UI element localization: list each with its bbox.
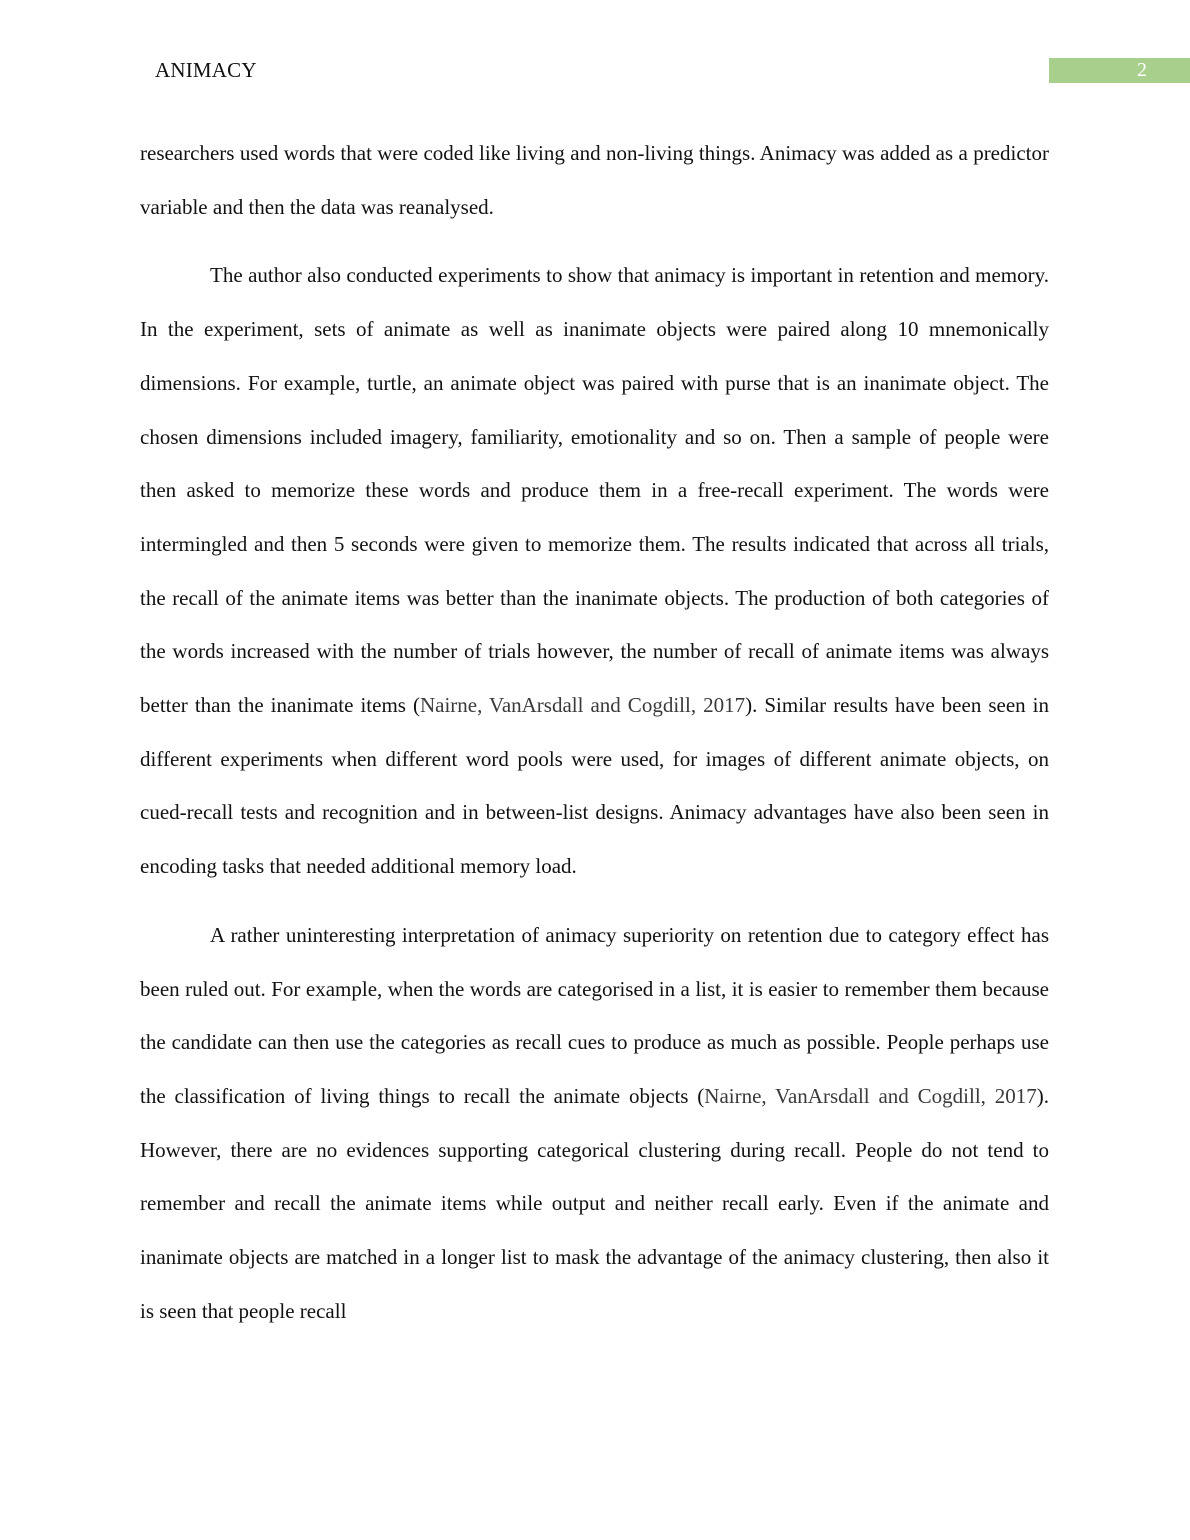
page-number: 2 [1137, 59, 1147, 81]
paragraph-text: The author also conducted experiments to show that animacy is important in retention and memory. In the experiment, sets of animate as well as inanimate objects were paired along 10 mnemonically dimensions. For example, turtle, an animate object was paired with purse that is an inanimate object. The chosen dimensions included imagery, familiarity, emotionality and so on. Then a sample of people were then asked to memorize these words and produce them in a free-recall experiment. The words were intermingled and then 5 seconds were given to memorize them. The results indicated that across all trials, the recall of the animate items was better than the inanimate objects. The production of both categories of the words increased with the number of trials however, the number of recall of animate items was always better than the inanimate items ( [140, 263, 1049, 718]
paragraph-text: A rather uninteresting interpretation of animacy superiority on retention due to category effect has been ruled out. For example, when the words are categorised in a list, it is easier to remember them because the candidate can then use the categories as recall cues to produce as much as possible. People perhaps use the classification of living things to recall the animate objects ( [140, 922, 1049, 1108]
paragraph-text: researchers used words that were coded like living and non-living things. Animacy was added as a predictor variable and then the data was reanalysed. [140, 141, 1049, 219]
paragraph-text: ). Similar results have been seen in different experiments when different word pools were used, for images of different animate objects, on cued-recall tests and recognition and in between-list designs. Animacy advantages have also been seen in encoding tasks that needed additional memory load. [140, 693, 1049, 879]
document-body [140, 127, 1049, 1353]
paragraph [140, 127, 1049, 234]
citation: Nairne, VanArsdall and Cogdill, 2017 [419, 693, 746, 718]
paragraph [140, 909, 1049, 1339]
page-number-bar [1049, 58, 1190, 83]
paragraph [140, 249, 1049, 893]
running-head: ANIMACY [155, 58, 257, 82]
paragraph-text: ). However, there are no evidences supporting categorical clustering during recall. People do not tend to remember and recall the animate items while output and neither recall early. Even if the animate and inanimate objects are matched in a longer list to mask the advantage of the animacy clustering, then also it is seen that people recall [140, 1083, 1049, 1323]
citation: Nairne, VanArsdall and Cogdill, 2017 [704, 1083, 1037, 1108]
